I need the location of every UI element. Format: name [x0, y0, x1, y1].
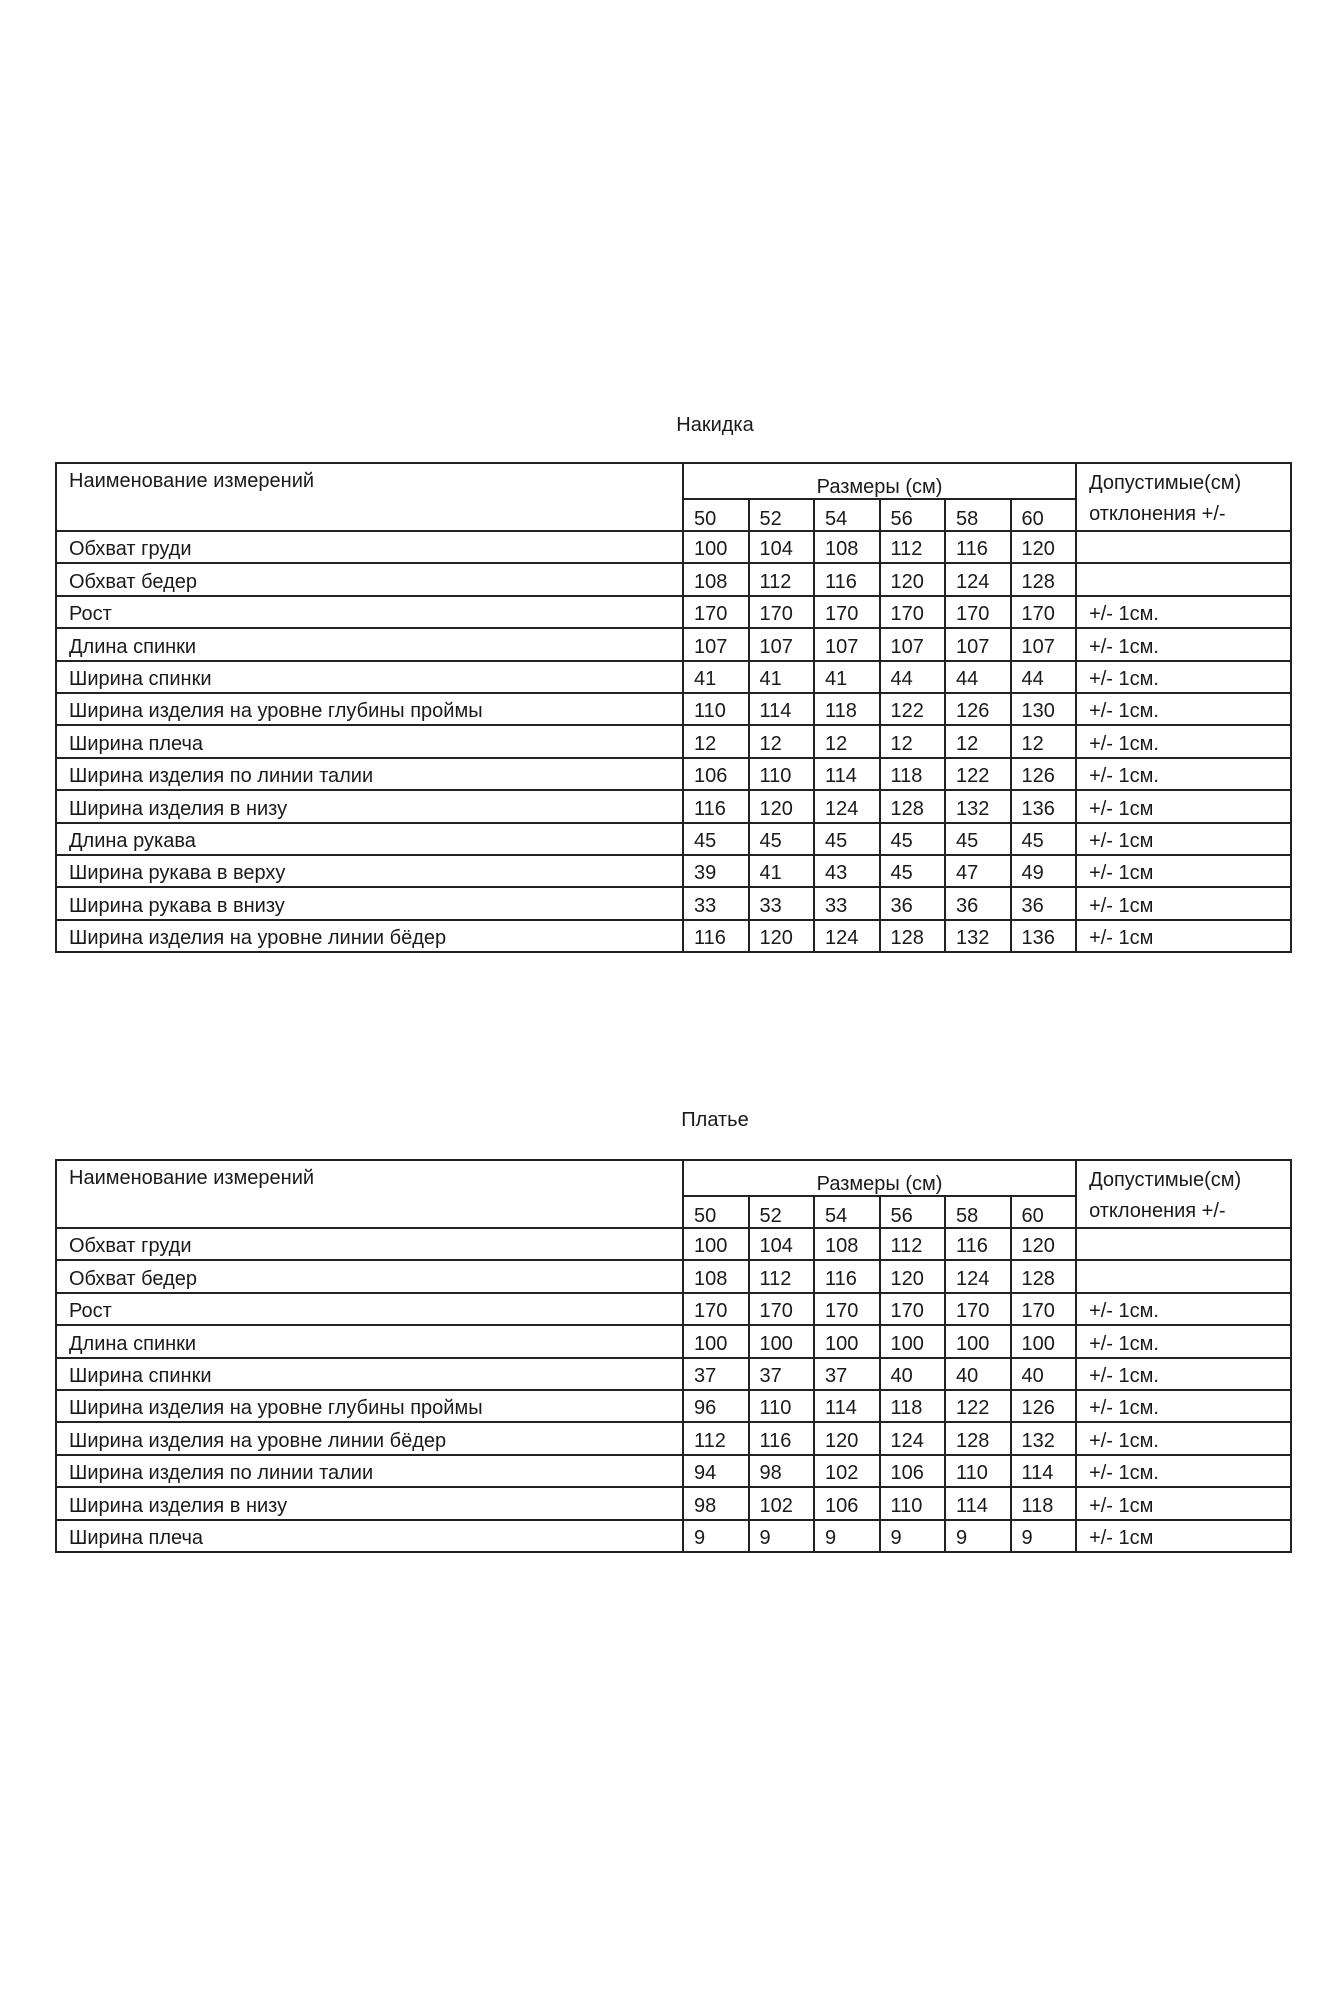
measurement-value: 106 — [683, 758, 749, 790]
tolerance-header: Допустимые(см) отклонения +/- — [1076, 463, 1291, 531]
measurement-name: Обхват груди — [56, 1228, 683, 1260]
measurement-value: 41 — [683, 661, 749, 693]
measurement-value: 126 — [945, 693, 1011, 725]
measurement-value: 120 — [1011, 1228, 1077, 1260]
measurement-value: 122 — [945, 1390, 1011, 1422]
measurement-value: 100 — [1011, 1325, 1077, 1357]
tolerance-value: +/- 1см — [1076, 823, 1291, 855]
measurement-value: 128 — [880, 920, 946, 952]
measurement-name: Обхват груди — [56, 531, 683, 563]
table-row — [56, 823, 1291, 855]
measurement-value: 124 — [945, 1260, 1011, 1292]
measurement-value: 107 — [683, 628, 749, 660]
measurement-value: 9 — [945, 1520, 1011, 1552]
measurement-value: 128 — [1011, 1260, 1077, 1292]
measurement-value: 116 — [683, 790, 749, 822]
table-row — [56, 1260, 1291, 1292]
measurement-value: 98 — [749, 1455, 815, 1487]
measurement-value: 122 — [880, 693, 946, 725]
measurement-value: 100 — [880, 1325, 946, 1357]
table-row — [56, 725, 1291, 757]
measurement-value: 112 — [880, 1228, 946, 1260]
measurement-value: 110 — [749, 758, 815, 790]
table-row — [56, 887, 1291, 919]
table-row — [56, 661, 1291, 693]
table-title-plate: Платье — [681, 1109, 749, 1131]
table-row — [56, 758, 1291, 790]
measurement-value: 114 — [749, 693, 815, 725]
table-row — [56, 790, 1291, 822]
measurement-value: 100 — [683, 1325, 749, 1357]
measurement-value: 170 — [683, 596, 749, 628]
tolerance-value: +/- 1см. — [1076, 661, 1291, 693]
header-row — [56, 463, 1291, 499]
measurement-value: 118 — [880, 758, 946, 790]
measurement-value: 96 — [683, 1390, 749, 1422]
measurement-name: Длина рукава — [56, 823, 683, 855]
measurement-value: 107 — [1011, 628, 1077, 660]
measurement-value: 98 — [683, 1487, 749, 1519]
table-row — [56, 1455, 1291, 1487]
measurement-value: 170 — [749, 1293, 815, 1325]
tolerance-value: +/- 1см. — [1076, 758, 1291, 790]
measurement-value: 108 — [814, 531, 880, 563]
tolerance-value: +/- 1см. — [1076, 1293, 1291, 1325]
measurement-value: 120 — [749, 920, 815, 952]
measurement-value: 112 — [880, 531, 946, 563]
measurement-value: 108 — [814, 1228, 880, 1260]
measurement-name: Рост — [56, 1293, 683, 1325]
measurement-value: 36 — [1011, 887, 1077, 919]
measurement-value: 110 — [749, 1390, 815, 1422]
measurement-value: 126 — [1011, 1390, 1077, 1422]
measurement-value: 106 — [880, 1455, 946, 1487]
measurement-value: 128 — [880, 790, 946, 822]
measurement-value: 102 — [749, 1487, 815, 1519]
measurement-value: 114 — [1011, 1455, 1077, 1487]
tolerance-value: +/- 1см — [1076, 920, 1291, 952]
measurement-name: Обхват бедер — [56, 1260, 683, 1292]
measurement-name: Длина спинки — [56, 628, 683, 660]
measurement-value: 44 — [1011, 661, 1077, 693]
measurement-value: 45 — [814, 823, 880, 855]
measurement-value: 116 — [814, 1260, 880, 1292]
size-column-header: 54 — [814, 499, 880, 531]
measurement-value: 100 — [945, 1325, 1011, 1357]
measurement-value: 116 — [683, 920, 749, 952]
tolerance-value — [1076, 1260, 1291, 1292]
measurement-value: 9 — [814, 1520, 880, 1552]
measurement-value: 170 — [1011, 1293, 1077, 1325]
measurement-value: 116 — [945, 1228, 1011, 1260]
measurement-value: 170 — [945, 596, 1011, 628]
measurement-value: 124 — [945, 563, 1011, 595]
measurement-value: 120 — [749, 790, 815, 822]
measurement-name: Ширина изделия в низу — [56, 1487, 683, 1519]
table-row — [56, 1487, 1291, 1519]
measurement-value: 124 — [880, 1422, 946, 1454]
measurement-value: 36 — [880, 887, 946, 919]
tolerance-value — [1076, 1228, 1291, 1260]
measurement-value: 104 — [749, 1228, 815, 1260]
measurement-value: 136 — [1011, 920, 1077, 952]
table-row — [56, 1293, 1291, 1325]
measurement-value: 124 — [814, 920, 880, 952]
measurement-value: 100 — [814, 1325, 880, 1357]
measurement-value: 108 — [683, 563, 749, 595]
tolerance-value: +/- 1см. — [1076, 1422, 1291, 1454]
measurement-value: 116 — [749, 1422, 815, 1454]
tolerance-value: +/- 1см. — [1076, 725, 1291, 757]
tolerance-value — [1076, 563, 1291, 595]
size-column-header: 54 — [814, 1196, 880, 1228]
measurement-value: 37 — [683, 1358, 749, 1390]
measurement-value: 37 — [814, 1358, 880, 1390]
measurement-value: 170 — [880, 596, 946, 628]
table-row — [56, 1358, 1291, 1390]
measurement-value: 132 — [1011, 1422, 1077, 1454]
measurement-value: 12 — [880, 725, 946, 757]
measurement-value: 126 — [1011, 758, 1077, 790]
measurement-name: Ширина рукава в верху — [56, 855, 683, 887]
tolerance-value: +/- 1см — [1076, 1487, 1291, 1519]
measurement-value: 107 — [814, 628, 880, 660]
measurement-value: 33 — [814, 887, 880, 919]
measurement-value: 47 — [945, 855, 1011, 887]
measurement-name: Ширина изделия по линии талии — [56, 1455, 683, 1487]
measurement-value: 110 — [880, 1487, 946, 1519]
measurement-name: Ширина изделия на уровне глубины проймы — [56, 1390, 683, 1422]
size-table-nakidka — [55, 462, 1292, 953]
measurement-value: 9 — [1011, 1520, 1077, 1552]
measurement-value: 40 — [1011, 1358, 1077, 1390]
measurement-name: Ширина плеча — [56, 1520, 683, 1552]
table-row — [56, 1422, 1291, 1454]
size-column-header: 52 — [749, 499, 815, 531]
tolerance-header: Допустимые(см) отклонения +/- — [1076, 1160, 1291, 1228]
measurement-value: 170 — [814, 1293, 880, 1325]
measurement-value: 44 — [945, 661, 1011, 693]
size-column-header: 60 — [1011, 1196, 1077, 1228]
measurement-value: 132 — [945, 920, 1011, 952]
measurement-value: 40 — [945, 1358, 1011, 1390]
measurement-value: 102 — [814, 1455, 880, 1487]
tolerance-value: +/- 1см. — [1076, 693, 1291, 725]
measurement-value: 108 — [683, 1260, 749, 1292]
measurement-value: 36 — [945, 887, 1011, 919]
measurement-value: 128 — [945, 1422, 1011, 1454]
measurement-value: 12 — [945, 725, 1011, 757]
measurement-value: 112 — [683, 1422, 749, 1454]
table-row — [56, 1390, 1291, 1422]
table-row — [56, 563, 1291, 595]
measurement-value: 39 — [683, 855, 749, 887]
size-column-header: 58 — [945, 1196, 1011, 1228]
measurement-value: 94 — [683, 1455, 749, 1487]
measurement-name: Ширина плеча — [56, 725, 683, 757]
measurement-value: 37 — [749, 1358, 815, 1390]
measurement-value: 45 — [1011, 823, 1077, 855]
measurement-value: 41 — [749, 661, 815, 693]
measurement-value: 120 — [814, 1422, 880, 1454]
measurement-value: 12 — [1011, 725, 1077, 757]
measurement-value: 114 — [945, 1487, 1011, 1519]
measurement-name: Ширина изделия на уровне линии бёдер — [56, 1422, 683, 1454]
measurement-value: 114 — [814, 1390, 880, 1422]
measurement-name: Ширина изделия в низу — [56, 790, 683, 822]
measurement-value: 100 — [749, 1325, 815, 1357]
measurement-value: 40 — [880, 1358, 946, 1390]
table-row — [56, 596, 1291, 628]
measurement-value: 170 — [880, 1293, 946, 1325]
measurement-value: 170 — [1011, 596, 1077, 628]
measurement-name: Рост — [56, 596, 683, 628]
size-column-header: 58 — [945, 499, 1011, 531]
tolerance-value: +/- 1см. — [1076, 1390, 1291, 1422]
table-row — [56, 920, 1291, 952]
measurement-value: 118 — [814, 693, 880, 725]
tolerance-value: +/- 1см — [1076, 1520, 1291, 1552]
measurement-name: Ширина изделия по линии талии — [56, 758, 683, 790]
size-column-header: 50 — [683, 499, 749, 531]
measurement-value: 136 — [1011, 790, 1077, 822]
measurement-name: Ширина спинки — [56, 661, 683, 693]
measurement-value: 130 — [1011, 693, 1077, 725]
measurement-name-header: Наименование измерений — [56, 463, 683, 531]
size-column-header: 56 — [880, 499, 946, 531]
measurement-name: Длина спинки — [56, 1325, 683, 1357]
measurement-name: Обхват бедер — [56, 563, 683, 595]
measurement-value: 12 — [683, 725, 749, 757]
measurement-value: 44 — [880, 661, 946, 693]
tolerance-value: +/- 1см — [1076, 887, 1291, 919]
measurement-name: Ширина спинки — [56, 1358, 683, 1390]
measurement-value: 110 — [945, 1455, 1011, 1487]
measurement-value: 41 — [749, 855, 815, 887]
measurement-value: 112 — [749, 1260, 815, 1292]
measurement-value: 170 — [749, 596, 815, 628]
header-row — [56, 1160, 1291, 1196]
measurement-name-header: Наименование измерений — [56, 1160, 683, 1228]
measurement-value: 120 — [880, 563, 946, 595]
size-column-header: 50 — [683, 1196, 749, 1228]
measurement-value: 33 — [749, 887, 815, 919]
table-row — [56, 855, 1291, 887]
measurement-value: 120 — [1011, 531, 1077, 563]
measurement-value: 122 — [945, 758, 1011, 790]
measurement-value: 33 — [683, 887, 749, 919]
measurement-value: 45 — [749, 823, 815, 855]
sizes-header: Размеры (см) — [683, 463, 1076, 499]
measurement-value: 170 — [814, 596, 880, 628]
measurement-value: 128 — [1011, 563, 1077, 595]
table-row — [56, 1520, 1291, 1552]
tolerance-value: +/- 1см. — [1076, 1358, 1291, 1390]
tolerance-value: +/- 1см. — [1076, 1325, 1291, 1357]
measurement-value: 116 — [945, 531, 1011, 563]
tolerance-value: +/- 1см — [1076, 855, 1291, 887]
table-row — [56, 1325, 1291, 1357]
measurement-value: 41 — [814, 661, 880, 693]
tolerance-value: +/- 1см. — [1076, 1455, 1291, 1487]
measurement-value: 170 — [945, 1293, 1011, 1325]
size-column-header: 56 — [880, 1196, 946, 1228]
sizes-header: Размеры (см) — [683, 1160, 1076, 1196]
measurement-value: 118 — [1011, 1487, 1077, 1519]
measurement-value: 45 — [945, 823, 1011, 855]
measurement-value: 124 — [814, 790, 880, 822]
table-title-nakidka: Накидка — [676, 414, 754, 436]
size-column-header: 60 — [1011, 499, 1077, 531]
measurement-value: 45 — [880, 855, 946, 887]
measurement-value: 9 — [880, 1520, 946, 1552]
size-column-header: 52 — [749, 1196, 815, 1228]
measurement-name: Ширина изделия на уровне глубины проймы — [56, 693, 683, 725]
tolerance-value: +/- 1см — [1076, 790, 1291, 822]
measurement-value: 45 — [880, 823, 946, 855]
measurement-value: 107 — [749, 628, 815, 660]
measurement-value: 49 — [1011, 855, 1077, 887]
table-row — [56, 1228, 1291, 1260]
measurement-value: 107 — [880, 628, 946, 660]
measurement-value: 106 — [814, 1487, 880, 1519]
measurement-value: 112 — [749, 563, 815, 595]
measurement-value: 100 — [683, 1228, 749, 1260]
tolerance-value: +/- 1см. — [1076, 596, 1291, 628]
measurement-value: 100 — [683, 531, 749, 563]
measurement-value: 110 — [683, 693, 749, 725]
table-row — [56, 628, 1291, 660]
measurement-value: 118 — [880, 1390, 946, 1422]
tolerance-value: +/- 1см. — [1076, 628, 1291, 660]
measurement-value: 43 — [814, 855, 880, 887]
table-row — [56, 531, 1291, 563]
measurement-value: 120 — [880, 1260, 946, 1292]
measurement-value: 170 — [683, 1293, 749, 1325]
measurement-value: 9 — [683, 1520, 749, 1552]
size-table-plate — [55, 1159, 1292, 1553]
measurement-value: 132 — [945, 790, 1011, 822]
measurement-value: 45 — [683, 823, 749, 855]
measurement-name: Ширина рукава в внизу — [56, 887, 683, 919]
measurement-name: Ширина изделия на уровне линии бёдер — [56, 920, 683, 952]
measurement-value: 104 — [749, 531, 815, 563]
measurement-value: 9 — [749, 1520, 815, 1552]
measurement-value: 107 — [945, 628, 1011, 660]
measurement-value: 116 — [814, 563, 880, 595]
measurement-value: 12 — [814, 725, 880, 757]
table-row — [56, 693, 1291, 725]
tolerance-value — [1076, 531, 1291, 563]
measurement-value: 114 — [814, 758, 880, 790]
measurement-value: 12 — [749, 725, 815, 757]
